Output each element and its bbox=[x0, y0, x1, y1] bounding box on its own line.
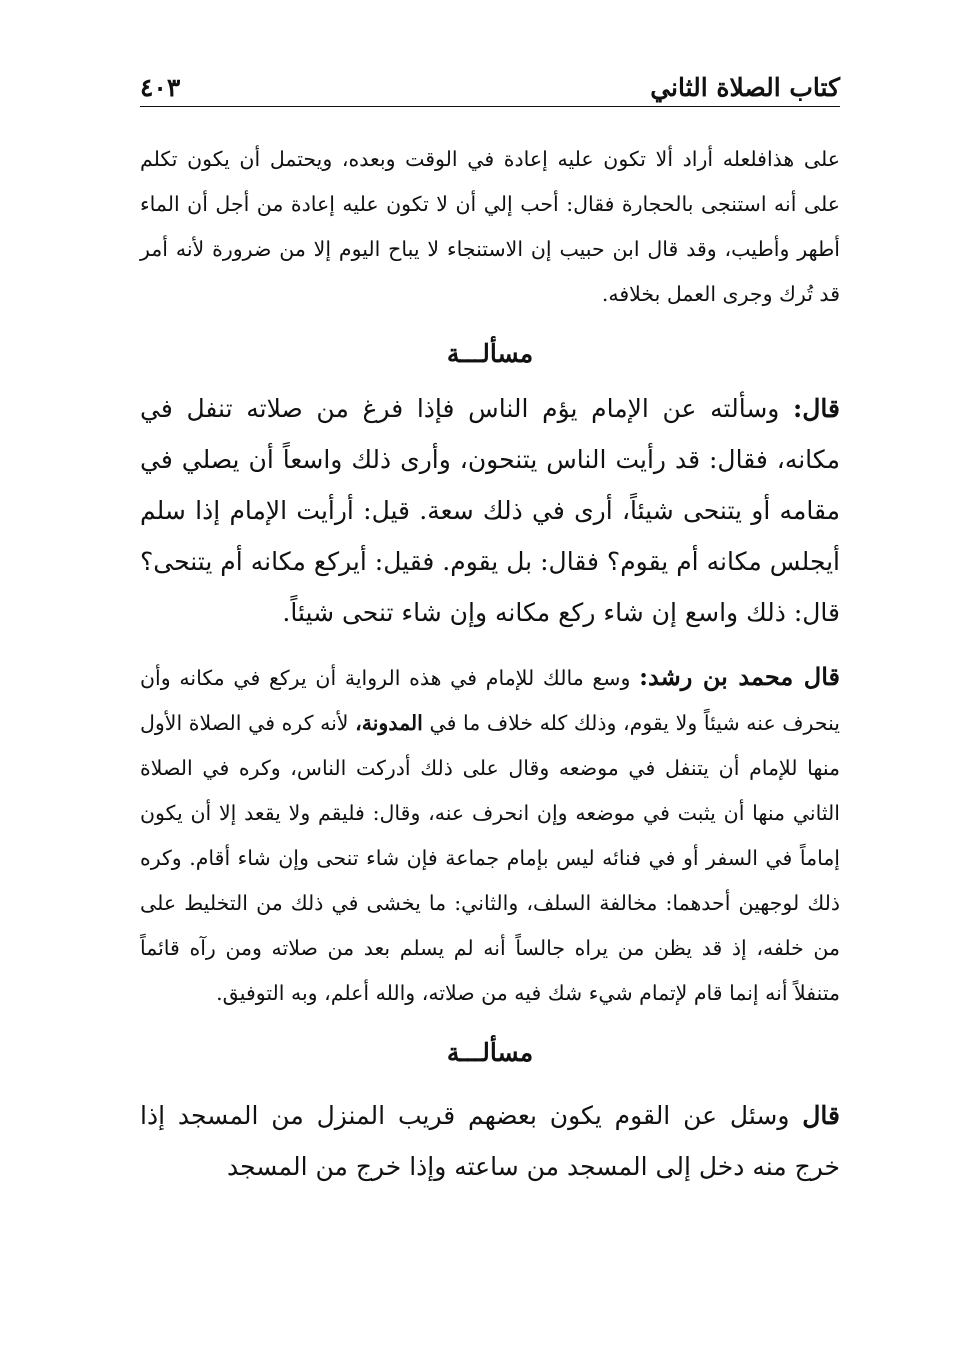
page-number: ٤٠٣ bbox=[140, 73, 181, 102]
paragraph-2-text: وسألته عن الإمام يؤم الناس فإذا فرغ من صلاته تنفل في مكانه، فقال: قد رأيت الناس يتنحون، وأرى ذلك واسعاً أن يصلي في مقامه أو يتنحى شيئاً، أرى في ذلك سعة. قيل: أرأيت الإمام إذا سلم أيجلس مكانه أم يقوم؟ فقال: بل يقوم. فقيل: أيركع مكانه أم يتنحى؟ قال: ذلك واسع إن شاء ركع مكانه وإن شاء تنحى شيئاً. bbox=[140, 394, 840, 627]
paragraph-3-text-b: لأنه كره في الصلاة الأول منها للإمام أن يتنفل في موضعه وقال على ذلك أدركت الناس، وكره في الصلاة الثاني منها أن يثبت في موضعه وإن انحرف عنه، وقال: فليقم ولا يقعد إلا أن يكون إماماً في السفر أو في فنائه ليس بإمام جماعة فإن شاء تنحى وإن شاء أقام. وكره ذلك لوجهين أحدهما: مخالفة السلف، والثاني: ما يخشى في ذلك من التخليط على من خلفه، إذ قد يظن من يراه جالساً أنه لم يسلم بعد من صلاته ومن رآه قائماً متنفلاً أنه إنما قام لإتمام شيء شك فيه من صلاته، والله أعلم، وبه التوفيق. bbox=[140, 711, 840, 1005]
paragraph-3 bbox=[140, 654, 840, 1016]
document-page bbox=[140, 58, 840, 1192]
running-title: كتاب الصلاة الثاني bbox=[650, 73, 840, 102]
paragraph-3-lead: قال محمد بن رشد: bbox=[639, 662, 840, 691]
mudawwana-reference: المدونة، bbox=[355, 711, 423, 735]
section-heading-1: مسألـــة bbox=[446, 339, 534, 368]
paragraph-4-text: وسئل عن القوم يكون بعضهم قريب المنزل من المسجد إذا خرج منه دخل إلى المسجد من ساعته وإذا خرج من المسجد bbox=[140, 1101, 840, 1181]
paragraph-4 bbox=[140, 1090, 840, 1192]
paragraph-1-text: على هذافلعله أراد ألا تكون عليه إعادة في الوقت وبعده، ويحتمل أن يكون تكلم على أنه استنجى بالحجارة فقال: أحب إلي أن لا تكون عليه إعادة من أجل أن الماء أطهر وأطيب، وقد قال ابن حبيب إن الاستنجاء لا يباح اليوم إلا من ضرورة لأنه أمر قد تُرك وجرى العمل بخلافه. bbox=[140, 147, 840, 306]
paragraph-1 bbox=[140, 137, 840, 317]
paragraph-4-lead: قال bbox=[802, 1101, 840, 1130]
paragraph-2-lead: قال: bbox=[793, 394, 840, 423]
paragraph-3-text-a: وسع مالك للإمام في هذه الرواية أن يركع في مكانه وأن ينحرف عنه شيئاً ولا يقوم، وذلك كله خلاف ما في bbox=[140, 666, 840, 735]
section-heading-2: مسألـــة bbox=[446, 1038, 534, 1067]
page-header bbox=[140, 58, 840, 107]
paragraph-2 bbox=[140, 383, 840, 638]
